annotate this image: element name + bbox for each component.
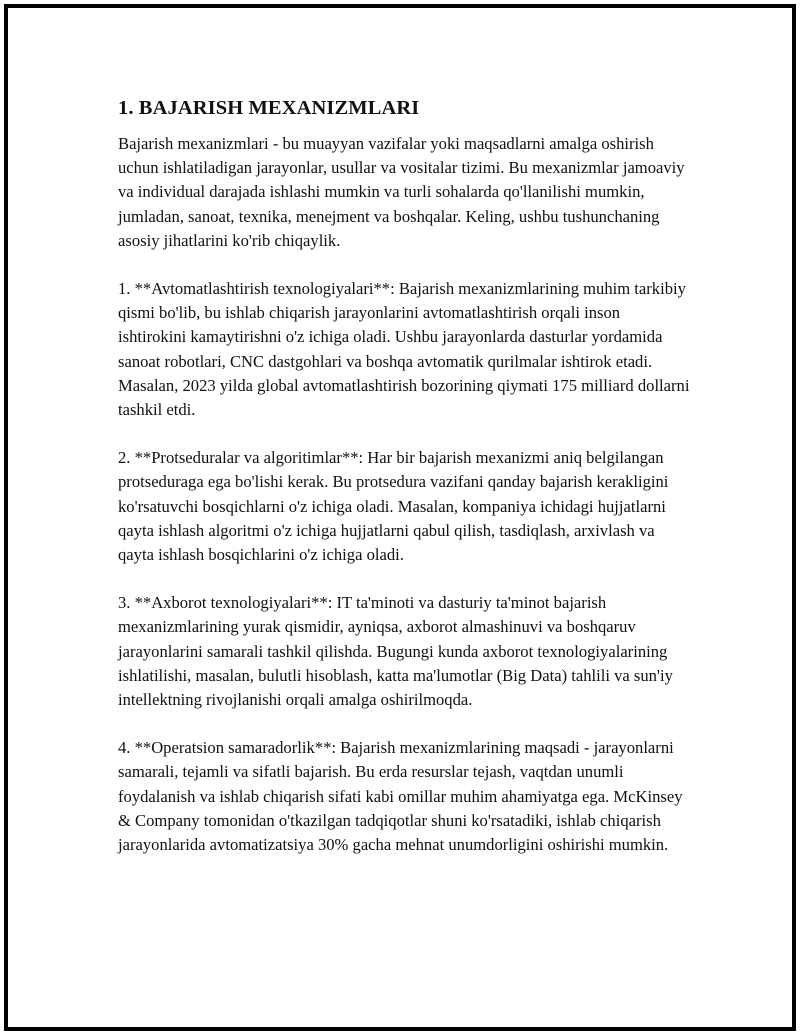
- paragraph-efficiency: 4. **Operatsion samaradorlik**: Bajarish mexanizmlarining maqsadi - jarayonlarni samarali, tejamli va sifatli bajarish. Bu erda resurslar tejash, vaqtdan unumli foydalanish va ishlab chiqarish sifati kabi omillar muhim ahamiyatga ega. McKinsey & Company tomonidan o'tkazilgan tadqiqotlar shuni ko'rsatadiki, ishlab chiqarish jarayonlarida avtomatizatsiya 30% gacha mehnat unumdorligini oshirishi mumkin.: [118, 738, 683, 855]
- document-body: [118, 94, 690, 881]
- section-title: 1. BAJARISH MEXANIZMLARI: [118, 97, 420, 119]
- intro-paragraph: Bajarish mexanizmlari - bu muayyan vazifalar yoki maqsadlarni amalga oshirish uchun ishlatiladigan jarayonlar, usullar va vositalar tizimi. Bu mexanizmlar jamoaviy va individual darajada ishlashi mumkin va turli sohalarda qo'llanilishi mumkin, jumladan, sanoat, texnika, menejment va boshqalar. Keling, ushbu tushunchaning asosiy jihatlarini ko'rib chiqaylik.: [118, 134, 685, 250]
- paragraph-automation: 1. **Avtomatlashtirish texnologiyalari**: Bajarish mexanizmlarining muhim tarkibiy qismi bo'lib, bu ishlab chiqarish jarayonlarini avtomatlashtirish orqali inson ishtirokini kamaytirishni o'z ichiga oladi. Ushbu jarayonlarda dasturlar yordamida sanoat robotlari, CNC dastgohlari va boshqa avtomatik qurilmalar ishtirok etadi. Masalan, 2023 yilda global avtomatlashtirish bozorining qiymati 175 milliard dollarni tashkil etdi.: [118, 279, 690, 420]
- paragraph-it: 3. **Axborot texnologiyalari**: IT ta'minoti va dasturiy ta'minot bajarish mexanizmlarining yurak qismidir, ayniqsa, axborot almashinuvi va boshqaruv jarayonlarini samarali tashkil qilishda. Bugungi kunda axborot texnologiyalarining ishlatilishi, masalan, bulutli hisoblash, katta ma'lumotlar (Big Data) tahlili va sun'iy intellektning rivojlanishi orqali amalga oshirilmoqda.: [118, 593, 673, 710]
- paragraph-procedures: 2. **Protseduralar va algoritimlar**: Har bir bajarish mexanizmi aniq belgilangan protseduraga ega bo'lishi kerak. Bu protsedura vazifani qanday bajarish kerakligini ko'rsatuvchi bosqichlarni o'z ichiga oladi. Masalan, kompaniya ichidagi hujjatlarni qayta ishlash algoritmi o'z ichiga hujjatlarni qabul qilish, tasdiqlash, arxivlash va qayta ishlash bosqichlarini o'z ichiga oladi.: [118, 448, 669, 565]
